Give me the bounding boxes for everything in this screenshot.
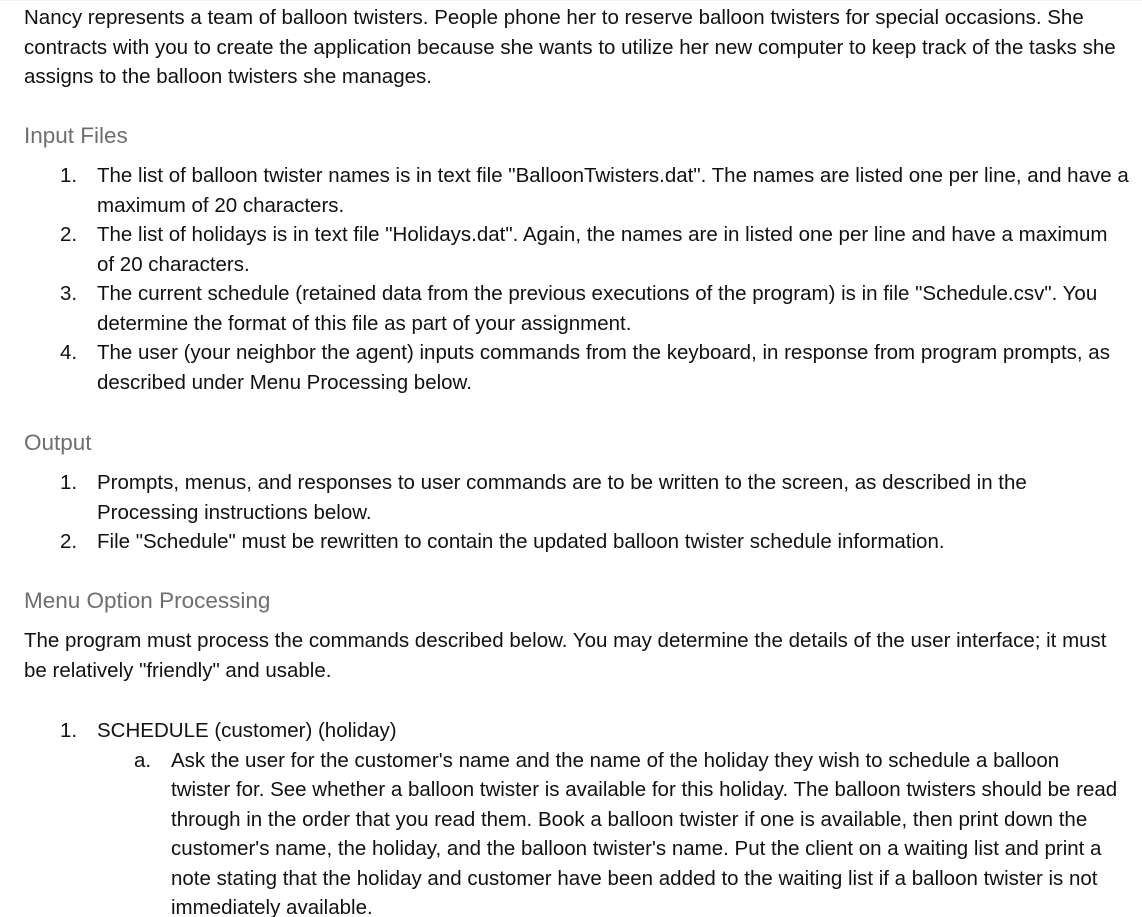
list-item-text: The user (your neighbor the agent) inputs commands from the keyboard, in response from program prompts, as described under Menu Processing below. [97, 341, 1110, 394]
output-list [0, 468, 1130, 557]
list-item-text: The list of balloon twister names is in text file "BalloonTwisters.dat". The names are listed one per line, and have a maximum of 20 characters. [97, 164, 1129, 217]
list-number: 1. [60, 471, 78, 494]
input-files-item-3 [0, 279, 1130, 338]
input-files-heading: Input Files [24, 123, 128, 148]
sublist-letter: a. [134, 748, 152, 772]
list-number: 4. [60, 341, 78, 364]
output-item-1 [0, 468, 1130, 527]
input-files-item-4 [0, 338, 1130, 397]
input-files-list [0, 161, 1130, 397]
list-item-text: The list of holidays is in text file "Holidays.dat". Again, the names are in listed one per line and have a maximum of 20 characters. [97, 223, 1108, 276]
list-item-text: SCHEDULE (customer) (holiday) [97, 719, 397, 742]
intro-paragraph: Nancy represents a team of balloon twisters. People phone her to reserve balloon twisters for special occasions. She contracts with you to create the application because she wants to utilize her new computer to keep track of the tasks she assigns to the balloon twisters she manages. [24, 6, 1116, 88]
list-number: 1. [60, 164, 78, 187]
input-files-item-2 [0, 220, 1130, 279]
list-number: 1. [60, 719, 78, 742]
menu-options-list [0, 716, 1130, 917]
menu-intro-paragraph: The program must process the commands described below. You may determine the details of the user interface; it must be relatively "friendly" and usable. [24, 629, 1107, 682]
list-number: 3. [60, 282, 78, 305]
list-item-text: File "Schedule" must be rewritten to contain the updated balloon twister schedule information. [97, 530, 945, 553]
menu-option-schedule [0, 716, 1130, 917]
menu-processing-heading: Menu Option Processing [24, 588, 271, 613]
output-item-2 [0, 527, 1130, 557]
schedule-sublist [97, 746, 1130, 917]
top-divider [0, 0, 1142, 1]
list-item-text: Prompts, menus, and responses to user commands are to be written to the screen, as described in the Processing instructions below. [97, 471, 1027, 524]
list-number: 2. [60, 223, 78, 246]
list-item-text: The current schedule (retained data from the previous executions of the program) is in file "Schedule.csv". You determine the format of this file as part of your assignment. [97, 282, 1098, 335]
output-heading: Output [24, 430, 92, 455]
input-files-item-1 [0, 161, 1130, 220]
list-number: 2. [60, 530, 78, 553]
schedule-subitem-a [0, 746, 1122, 917]
sublist-item-text: Ask the user for the customer's name and the name of the holiday they wish to schedule a balloon twister for. See whether a balloon twister is available for this holiday. The balloon twisters should be read through in the order that you read them. Book a balloon twister if one is available, then print down the customer's name, the holiday, and the balloon twister's name. Put the client on a waiting list and print a note stating that the holiday and customer have been added to the waiting list if a balloon twister is not immediately available. [171, 748, 1118, 917]
